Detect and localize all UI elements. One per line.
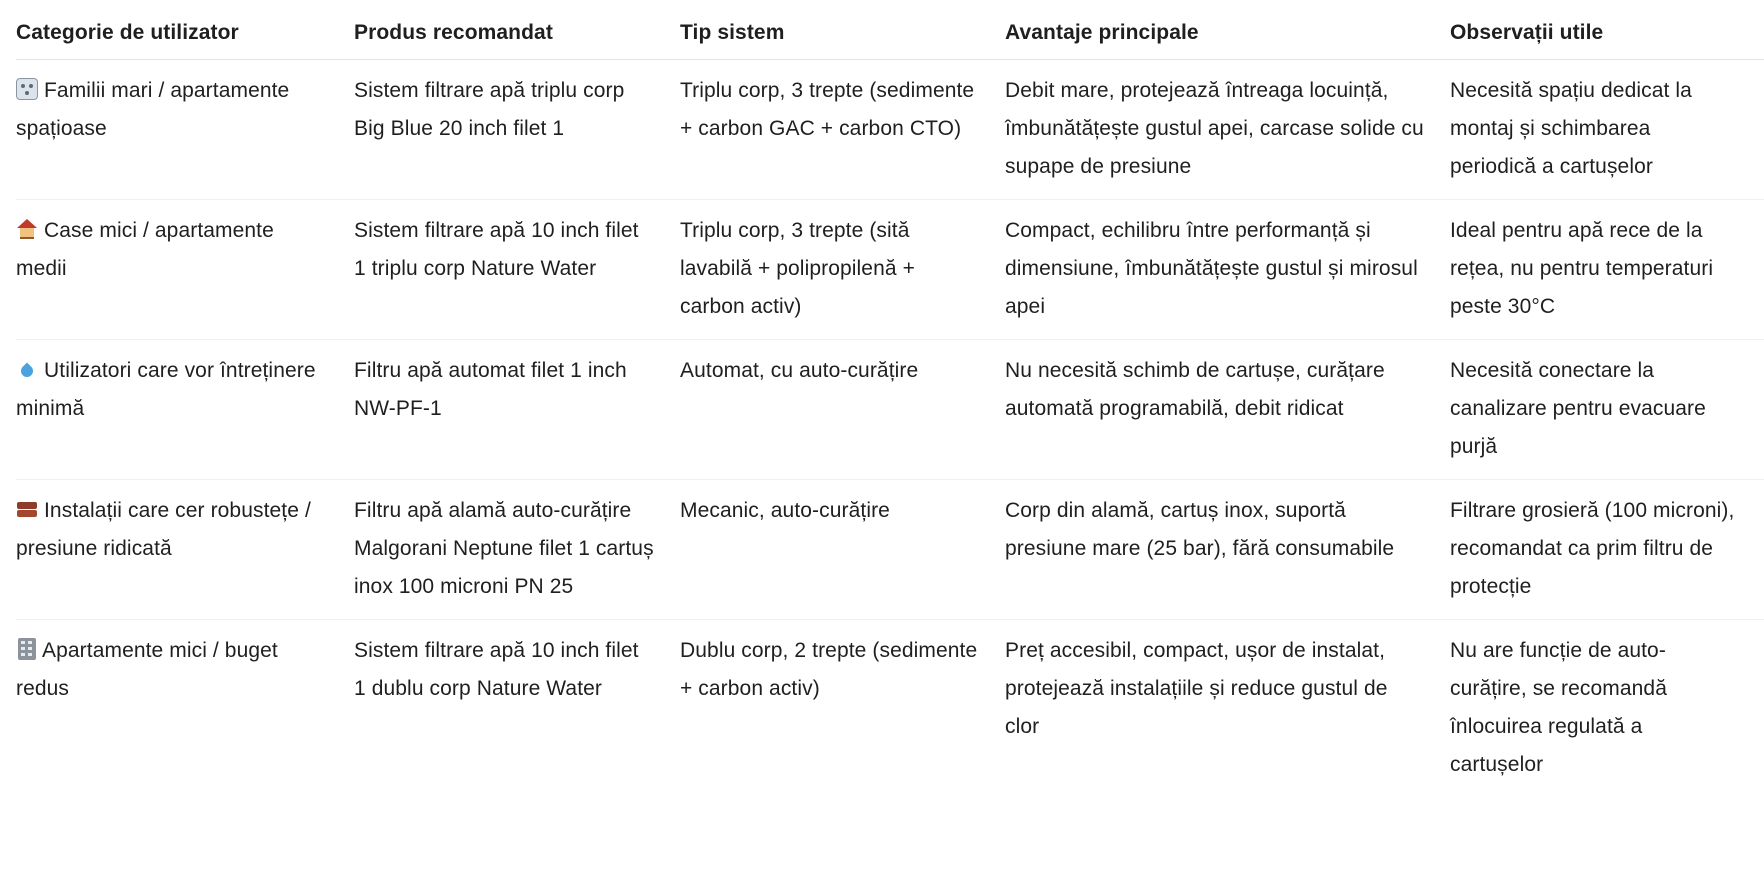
- cell-system: Mecanic, auto-curățire: [680, 480, 1005, 620]
- water-drop-icon: [16, 358, 38, 380]
- header-recommended-product: Produs recomandat: [354, 0, 680, 60]
- family-icon: [16, 78, 38, 100]
- cell-advantages: Debit mare, protejează întreaga locuință, îmbunătățește gustul apei, carcase solide cu supape de presiune: [1005, 60, 1450, 200]
- table-row: [16, 620, 1764, 798]
- cell-notes: Necesită spațiu dedicat la montaj și schimbarea periodică a cartușelor: [1450, 60, 1764, 200]
- cell-notes: Filtrare grosieră (100 microni), recomandat ca prim filtru de protecție: [1450, 480, 1764, 620]
- cell-system: Triplu corp, 3 trepte (sedimente + carbon GAC + carbon CTO): [680, 60, 1005, 200]
- header-system-type: Tip sistem: [680, 0, 1005, 60]
- table-row: [16, 480, 1764, 620]
- cell-product: Filtru apă alamă auto-curățire Malgorani Neptune filet 1 cartuș inox 100 microni PN 25: [354, 480, 680, 620]
- cell-category: [16, 60, 354, 200]
- category-label: Instalații care cer robustețe / presiune ridicată: [16, 499, 311, 560]
- office-building-icon: [18, 638, 36, 660]
- cell-advantages: Nu necesită schimb de cartușe, curățare automată programabilă, debit ridicat: [1005, 340, 1450, 480]
- table-body: [16, 60, 1764, 798]
- category-label: Familii mari / apartamente spațioase: [16, 79, 290, 140]
- cell-system: Triplu corp, 3 trepte (sită lavabilă + polipropilenă + carbon activ): [680, 200, 1005, 340]
- category-label: Utilizatori care vor întreținere minimă: [16, 359, 316, 420]
- cell-system: Dublu corp, 2 trepte (sedimente + carbon activ): [680, 639, 978, 700]
- category-label: Apartamente mici / buget redus: [16, 639, 278, 700]
- cell-category: [16, 480, 354, 620]
- cell-advantages: Preț accesibil, compact, ușor de instalat, protejează instalațiile și reduce gustul de clor: [1005, 639, 1388, 738]
- cell-product: Sistem filtrare apă triplu corp Big Blue 20 inch filet 1: [354, 60, 680, 200]
- header-main-advantages: Avantaje principale: [1005, 0, 1450, 60]
- cell-notes: Necesită conectare la canalizare pentru evacuare purjă: [1450, 340, 1764, 480]
- cell-category: [16, 200, 354, 340]
- product-recommendation-table: [16, 0, 1764, 797]
- table-header: [16, 0, 1764, 60]
- cell-system: Automat, cu auto-curățire: [680, 340, 1005, 480]
- header-useful-notes: Observații utile: [1450, 0, 1764, 60]
- brick-icon: [16, 498, 38, 520]
- cell-category: [16, 340, 354, 480]
- cell-product: Filtru apă automat filet 1 inch NW-PF-1: [354, 340, 680, 480]
- table-row: [16, 200, 1764, 340]
- cell-product: Sistem filtrare apă 10 inch filet 1 triplu corp Nature Water: [354, 200, 680, 340]
- cell-product: Sistem filtrare apă 10 inch filet 1 dublu corp Nature Water: [354, 639, 639, 700]
- table-row: [16, 60, 1764, 200]
- house-icon: [16, 218, 38, 240]
- cell-category: [16, 620, 354, 798]
- cell-notes: Ideal pentru apă rece de la rețea, nu pentru temperaturi peste 30°C: [1450, 200, 1764, 340]
- cell-notes: Nu are funcție de auto-curățire, se recomandă înlocuirea regulată a cartușelor: [1450, 639, 1667, 776]
- cell-advantages: Compact, echilibru între performanță și dimensiune, îmbunătățește gustul și mirosul apei: [1005, 200, 1450, 340]
- category-label: Case mici / apartamente medii: [16, 219, 274, 280]
- header-user-category: Categorie de utilizator: [16, 0, 354, 60]
- cell-advantages: Corp din alamă, cartuș inox, suportă presiune mare (25 bar), fără consumabile: [1005, 480, 1450, 620]
- table-row: [16, 340, 1764, 480]
- header-row: [16, 0, 1764, 60]
